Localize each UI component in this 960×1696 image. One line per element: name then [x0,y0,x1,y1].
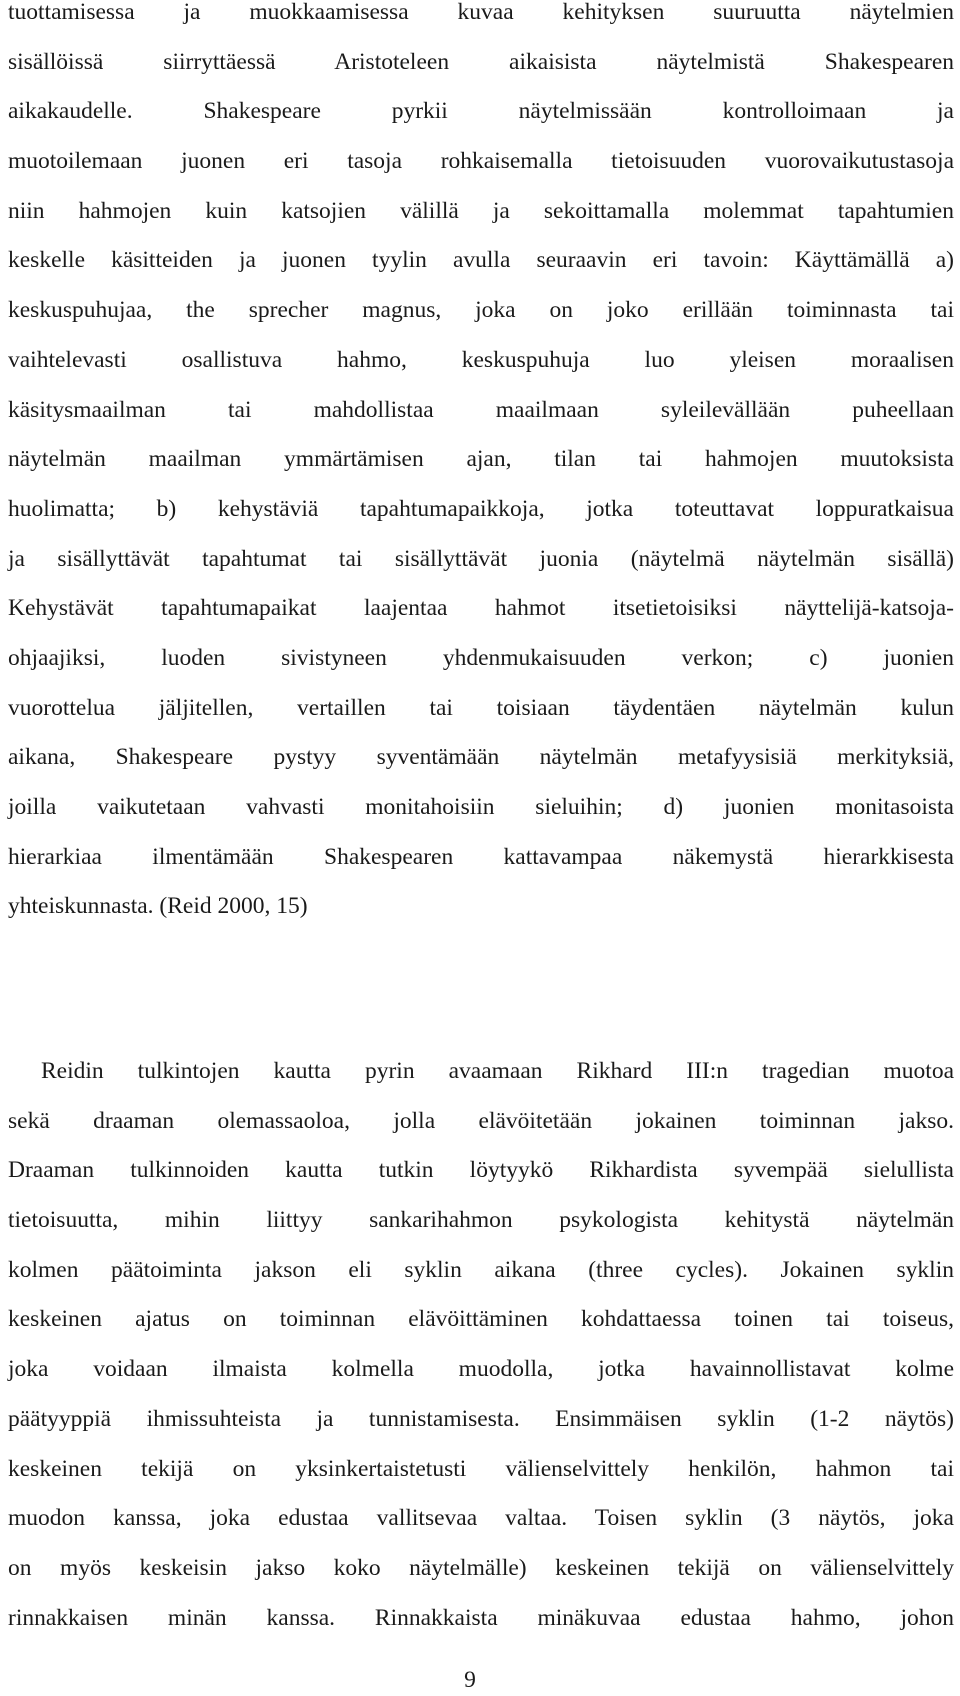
text-line: on myös keskeisin jakso koko näytelmälle) keskeinen tekijä on välienselvittely [8,1554,954,1581]
text-line: kolmen päätoiminta jakson eli syklin aikana (three cycles). Jokainen syklin [8,1256,954,1283]
text-line: näytelmän maailman ymmärtämisen ajan, tilan tai hahmojen muutoksista [8,446,954,473]
text-line: keskelle käsitteiden ja juonen tyylin avulla seuraavin eri tavoin: Käyttämällä a) [8,247,954,274]
text-line: tietoisuutta, mihin liittyy sankarihahmon psykologista kehitystä näytelmän [8,1207,954,1234]
text-line: hierarkiaa ilmentämään Shakespearen kattavampaa näkemystä hierarkkisesta [8,843,954,870]
text-line: käsitysmaailman tai mahdollistaa maailmaan syleilevällään puheellaan [8,396,954,423]
text-line: päätyyppiä ihmissuhteista ja tunnistamisesta. Ensimmäisen syklin (1-2 näytös) [8,1405,954,1432]
text-line: muodon kanssa, joka edustaa vallitsevaa valtaa. Toisen syklin (3 näytös, joka [8,1505,954,1532]
text-line: vuorottelua jäljitellen, vertaillen tai toisiaan täydentäen näytelmän kulun [8,694,954,721]
text-line: ohjaajiksi, luoden sivistyneen yhdenmukaisuuden verkon; c) juonien [8,644,954,671]
text-line: sisällöissä siirryttäessä Aristoteleen aikaisista näytelmistä Shakespearen [8,48,954,75]
text-line: ja sisällyttävät tapahtumat tai sisällyttävät juonia (näytelmä näytelmän sisällä) [8,545,954,572]
paragraph-reid-quote [8,0,954,932]
text-line: joilla vaikutetaan vahvasti monitahoisiin sieluihin; d) juonien monitasoista [8,794,954,820]
text-line: yhteiskunnasta. (Reid 2000, 15) [8,893,308,920]
text-line: tuottamisessa ja muokkaamisessa kuvaa kehityksen suuruutta näytelmien [8,0,954,25]
text-line: sekä draaman olemassaoloa, jolla elävöitetään jokainen toiminnan jakso. [8,1107,954,1134]
text-line: joka voidaan ilmaista kolmella muodolla, jotka havainnollistavat kolme [8,1356,954,1383]
text-line: Kehystävät tapahtumapaikat laajentaa hahmot itsetietoisiksi näyttelijä-katsoja- [8,595,954,622]
text-line: aikakaudelle. Shakespeare pyrkii näytelmissään kontrolloimaan ja [8,98,954,125]
text-line: keskeinen tekijä on yksinkertaistetusti välienselvittely henkilön, hahmon tai [8,1455,954,1482]
text-line: aikana, Shakespeare pystyy syventämään näytelmän metafyysisiä merkityksiä, [8,744,954,771]
text-line: Draaman tulkinnoiden kautta tutkin löytyykö Rikhardista syvempää sielullista [8,1157,954,1184]
page-number: 9 [464,1667,476,1693]
text-line: rinnakkaisen minän kanssa. Rinnakkaista minäkuvaa edustaa hahmo, johon [8,1604,954,1631]
text-line: niin hahmojen kuin katsojien välillä ja sekoittamalla molemmat tapahtumien [8,197,954,224]
text-line: Reidin tulkintojen kautta pyrin avaamaan Rikhard III:n tragedian muotoa [41,1058,954,1084]
text-line: vaihtelevasti osallistuva hahmo, keskuspuhuja luo yleisen moraalisen [8,346,954,373]
text-line: huolimatta; b) kehystäviä tapahtumapaikkoja, jotka toteuttavat loppuratkaisua [8,495,954,522]
text-line: muotoilemaan juonen eri tasoja rohkaisemalla tietoisuuden vuorovaikutustasoja [8,148,954,175]
text-line: keskeinen ajatus on toiminnan elävöittäminen kohdattaessa toinen tai toiseus, [8,1306,954,1333]
paragraph-analysis [8,1047,954,1643]
text-line: keskuspuhujaa, the sprecher magnus, joka on joko erillään toiminnasta tai [8,297,954,324]
